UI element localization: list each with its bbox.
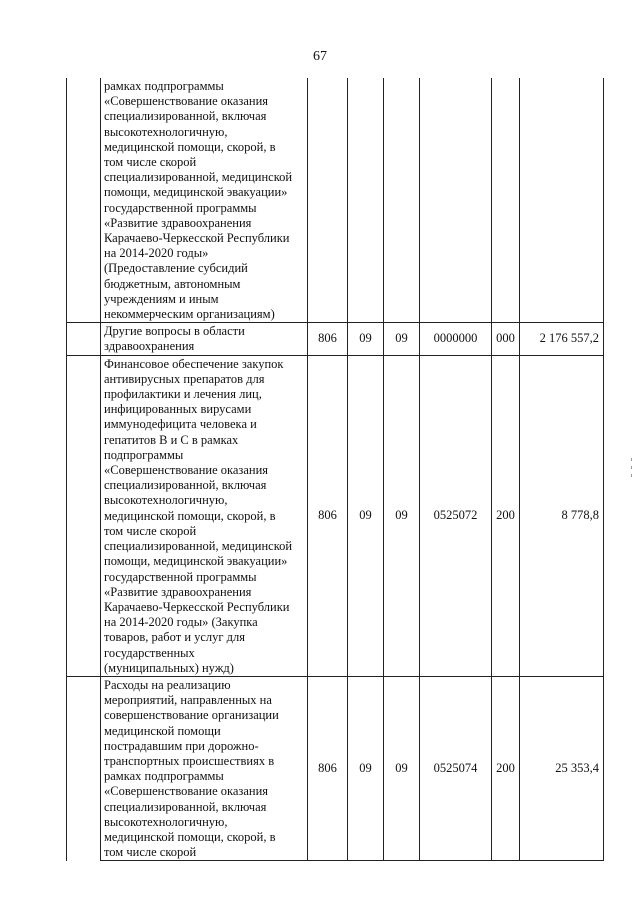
item-name-cell xyxy=(101,323,308,355)
item-name-cell xyxy=(101,78,308,323)
table-row xyxy=(67,323,604,355)
section-code: 09 xyxy=(348,355,384,676)
expense-type-code: 200 xyxy=(492,355,520,676)
item-name: Другие вопросы в области здравоохранения xyxy=(104,324,245,354)
target-code: 0525072 xyxy=(420,355,492,676)
scan-artifact xyxy=(631,474,632,477)
ministry-code: 806 xyxy=(308,676,348,860)
scan-artifact xyxy=(631,458,632,461)
table-row xyxy=(67,355,604,676)
item-name: Расходы на реализацию мероприятий, направленных на совершенствование организации медицинской помощи пострадавшим при дорожно- транспортных происшествиях в рамках подпрограммы «Совершенствование оказания специализированной, включая высокотехнологичную, медицинской помощи, скорой, в том числе скорой xyxy=(104,677,279,860)
ministry-code: 806 xyxy=(308,355,348,676)
budget-table xyxy=(66,78,604,861)
item-name: Финансовое обеспечение закупок антивирусных препаратов для профилактики и лечения лиц, инфицированных вирусами иммунодефицита человека и гепатитов В и С в рамках подпрограммы «Совершенствование оказания специализированной, включая высокотехнологичную, медицинской помощи, скорой, в том числе скорой специализированной, медицинской помощи, медицинской эвакуации» государственной программы «Развитие здравоохранения Карачаево-Черкесской Республики на 2014-2020 годы» (Закупка товаров, работ и услуг для государственных (муниципальных) нужд) xyxy=(104,356,293,675)
row-number-cell xyxy=(67,355,101,676)
target-code: 0000000 xyxy=(420,323,492,355)
subsection-code: 09 xyxy=(384,355,420,676)
item-name-cell xyxy=(101,676,308,860)
scan-artifact xyxy=(631,466,632,469)
subsection-code: 09 xyxy=(384,676,420,860)
item-name: рамках подпрограммы «Совершенствование оказания специализированной, включая высокотехнологичную, медицинской помощи, скорой, в том числе скорой специализированной, медицинской помощи, медицинской эвакуации» государственной программы «Развитие здравоохранения Карачаево-Черкесской Республики на 2014-2020 годы» (Предоставление субсидий бюджетным, автономным учреждениям и иным некоммерческим организациям) xyxy=(104,79,293,322)
section-code: 09 xyxy=(348,323,384,355)
amount: 2 176 557,2 xyxy=(520,323,604,355)
row-number-cell xyxy=(67,78,101,323)
target-code: 0525074 xyxy=(420,676,492,860)
expense-type-code: 200 xyxy=(492,676,520,860)
subsection-code: 09 xyxy=(384,323,420,355)
page-number: 67 xyxy=(313,49,327,64)
section-code xyxy=(348,78,384,323)
ministry-code: 806 xyxy=(308,323,348,355)
amount: 8 778,8 xyxy=(520,355,604,676)
row-number-cell xyxy=(67,323,101,355)
section-code: 09 xyxy=(348,676,384,860)
ministry-code xyxy=(308,78,348,323)
table-row xyxy=(67,78,604,323)
subsection-code xyxy=(384,78,420,323)
row-number-cell xyxy=(67,676,101,860)
amount xyxy=(520,78,604,323)
amount: 25 353,4 xyxy=(520,676,604,860)
target-code xyxy=(420,78,492,323)
expense-type-code xyxy=(492,78,520,323)
item-name-cell xyxy=(101,355,308,676)
table-row xyxy=(67,676,604,860)
expense-type-code: 000 xyxy=(492,323,520,355)
